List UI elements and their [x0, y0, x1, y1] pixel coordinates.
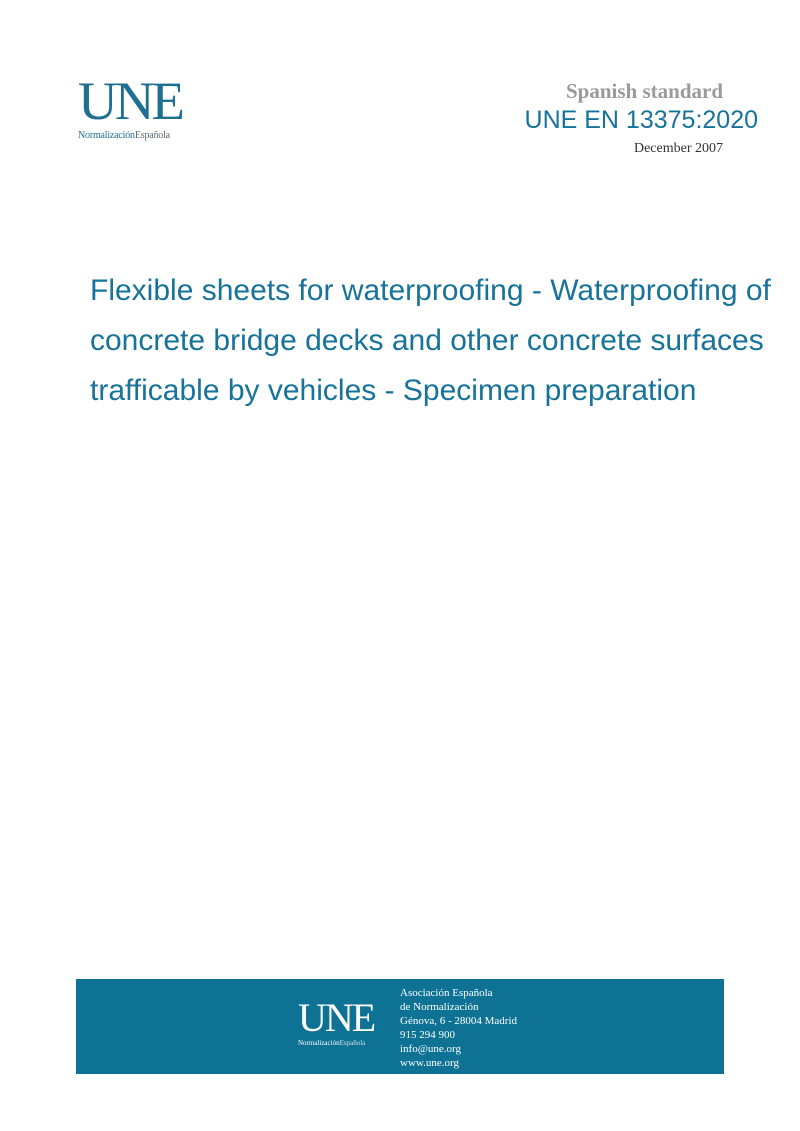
title-line-2: concrete bridge decks and other concrete surfaces [90, 324, 764, 357]
standard-code: UNE EN 13375:2020 [524, 106, 758, 134]
title-line-1: Flexible sheets for waterproofing - Waterproofing of [90, 274, 771, 307]
footer-logo-tagline [298, 1039, 374, 1047]
logo-wordmark: UNE [78, 71, 183, 131]
street-address: Génova, 6 - 28004 Madrid [400, 1015, 518, 1027]
footer-logo-tagline-a: Normalización [298, 1039, 340, 1047]
footer-banner [76, 979, 724, 1074]
standard-kind: Spanish standard [566, 79, 723, 103]
footer-address [400, 986, 517, 1070]
standard-header [524, 78, 758, 162]
logo-tagline-b: Española [134, 130, 170, 141]
footer-logo [298, 995, 375, 1047]
org-name-line-2: de Normalización [400, 1001, 479, 1013]
org-name-line-1: Asociación Española [400, 987, 493, 999]
footer-logo-wordmark: UNE [298, 995, 375, 1040]
document-title [90, 266, 800, 416]
footer-logo-tagline-b: Española [339, 1039, 366, 1047]
logo-tagline [78, 130, 193, 141]
logo-tagline-a: Normalización [78, 130, 135, 141]
email-link[interactable]: info@une.org [400, 1043, 461, 1055]
website-link[interactable]: www.une.org [400, 1057, 459, 1069]
title-line-3: trafficable by vehicles - Specimen preparation [90, 374, 697, 407]
une-logo [78, 71, 193, 142]
standard-date: December 2007 [633, 141, 723, 156]
phone-number: 915 294 900 [400, 1029, 455, 1041]
